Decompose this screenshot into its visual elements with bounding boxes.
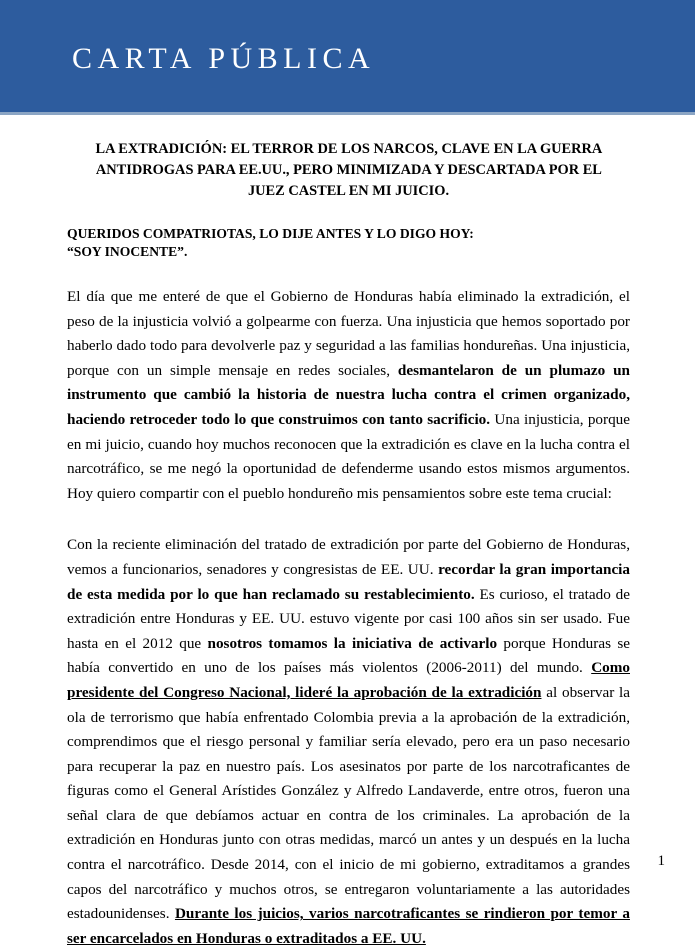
salutation-line-2: “SOY INOCENTE”.	[67, 244, 188, 259]
page-header-banner	[0, 0, 695, 112]
salutation-line-1: QUERIDOS COMPATRIOTAS, LO DIJE ANTES Y LO DIGO HOY:	[67, 226, 474, 241]
document-title-line-1: LA EXTRADICIÓN: EL TERROR DE LOS NARCOS, CLAVE EN LA GUERRA	[95, 141, 602, 157]
salutation-block	[67, 225, 630, 261]
paragraph-1-segment-plain-2: Una injusticia, porque en mi juicio, cuando hoy muchos reconocen que la extradición es clave en la lucha contra el narcotráfico, se me negó la oportunidad de defenderme usando estos mismos argumentos. Hoy quiero compartir con el pueblo hondureño mis pensamientos sobre este tema crucial:	[67, 410, 630, 502]
paragraph-2-segment-plain-4: al observar la ola de terrorismo que había enfrentado Colombia previa a la aprobación de la extradición, comprendimos que el riesgo personal y familiar sería elevado, pero era un paso necesario para recuperar la paz en nuestro país. Los asesinatos por parte de los narcotraficantes de figuras como el General Arístides González y Alfredo Landaverde, entre otros, fueron una señal clara de que debíamos actuar en contra de los criminales. La aprobación de la extradición en Honduras junto con otras medidas, marcó un antes y un después en la lucha contra el narcotráfico. Desde 2014, con el inicio de mi gobierno, extraditamos a grandes capos del narcotráfico y muchos otros, se entregaron voluntariamente a las autoridades estadounidenses.	[67, 683, 630, 923]
page-number: 1	[657, 853, 665, 869]
body-paragraph-2	[67, 533, 630, 951]
body-paragraph-1	[67, 285, 630, 506]
paragraph-2-segment-plain-2: Es curioso, el tratado de extradición entre Honduras y EE. UU. estuvo vigente por casi 100 años sin ser usado. Fue hasta en el 2012 que	[67, 585, 630, 652]
paragraph-2-segment-bold-2: nosotros tomamos la iniciativa de activarlo	[207, 634, 498, 652]
document-title-line-2: ANTIDROGAS PARA EE.UU., PERO MINIMIZADA Y DESCARTADA POR EL	[95, 162, 602, 178]
paragraph-1-segment-plain-1: El día que me enteré de que el Gobierno de Honduras había eliminado la extradición, el peso de la injusticia volvió a golpearme con fuerza. Una injusticia que hemos soportado por haberlo dado todo para devolverle paz y seguridad a las familias hondureñas. Una injusticia, porque con un simple mensaje en redes sociales,	[67, 288, 630, 379]
paragraph-2-segment-plain-3: porque Honduras se había convertido en uno de los países más violentos (2006-2011) del mundo.	[67, 634, 630, 677]
document-title-line-3: JUEZ CASTEL EN MI JUICIO.	[247, 183, 450, 199]
document-page	[0, 139, 695, 951]
paragraph-2-segment-bold-underline-2: Durante los juicios, varios narcotraficantes se rindieron por temor a ser encarcelados en Honduras o extraditados a EE. UU.	[67, 905, 630, 947]
paragraph-2-segment-bold-1: recordar la gran importancia de esta medida por lo que han reclamado su restablecimiento.	[67, 560, 630, 603]
paragraph-1-segment-bold-1: desmantelaron de un plumazo un instrumento que cambió la historia de nuestra lucha contra el crimen organizado, haciendo retroceder todo lo que construimos con tanto sacrificio.	[67, 361, 630, 428]
banner-bottom-rule	[0, 112, 695, 115]
banner-title: CARTA PÚBLICA	[72, 42, 376, 75]
paragraph-2-segment-bold-underline-1: Como presidente del Congreso Nacional, lideré la aprobación de la extradición	[67, 659, 630, 701]
document-title	[67, 139, 630, 202]
paragraph-2-segment-plain-1: Con la reciente eliminación del tratado de extradición por parte del Gobierno de Honduras, vemos a funcionarios, senadores y congresistas de EE. UU.	[67, 536, 630, 578]
